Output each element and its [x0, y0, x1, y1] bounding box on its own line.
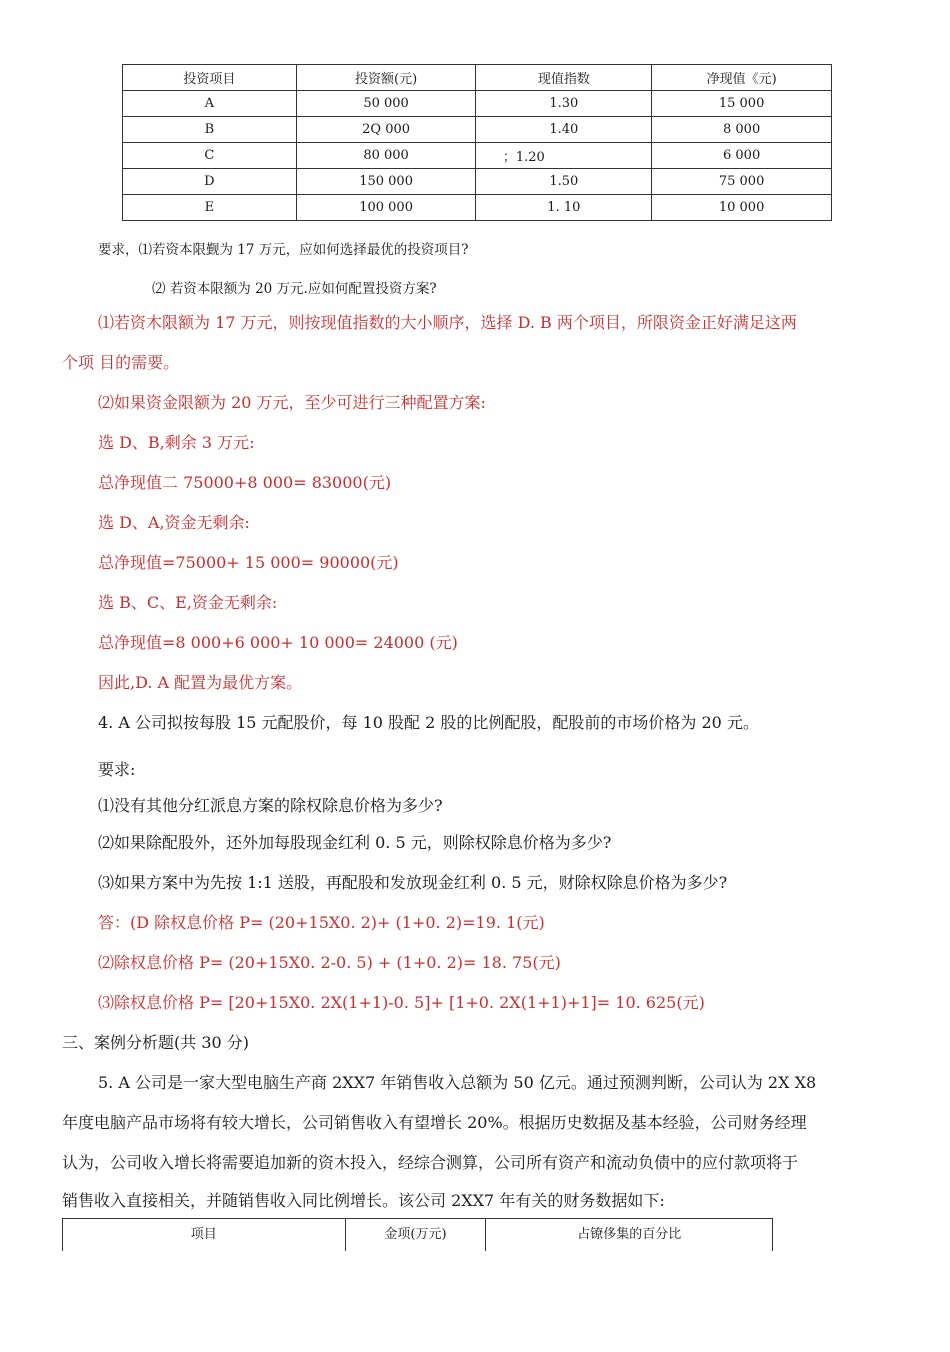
table-cell: 1. 10 [476, 195, 652, 221]
case-paragraph-line-3: 认为，公司收入增长将需要追加新的资木投入，经综合测算，公司所有资产和流动负债中的应付款项将于 [62, 1153, 799, 1172]
table-cell: 1.30 [476, 91, 652, 117]
q3-requirement-2: ⑵ 若资本限额为 20 万元.应如何配置投资方案? [152, 281, 437, 297]
q4-answer-1: 答：(D 除权息价格 P= (20+15X0. 2)+ (1+0. 2)=19. 1(元) [98, 913, 545, 932]
q3-option-1: 选 D、B,剩余 3 万元: [98, 433, 255, 452]
table-cell: 100 000 [296, 195, 476, 221]
q3-option-3: 选 B、C、E,资金无剩余: [98, 593, 278, 612]
case-paragraph-line-4: 销售收入直接相关，并随销售收入同比例增长。该公司 2XX7 年有关的财务数据如下: [62, 1191, 665, 1210]
table-cell: 1.50 [476, 169, 652, 195]
table-cell: E [123, 195, 297, 221]
case-paragraph-line-2: 年度电脑产品市场将有较大增长，公司销售收入有望增长 20%。根据历史数据及基本经验，公司财务经理 [62, 1113, 807, 1132]
q3-answer-1-line-1: ⑴若资木限额为 17 万元，则按现值指数的大小顺序，选择 D. B 两个项目，所限资金正好满足这两 [98, 313, 797, 332]
table-row [123, 195, 832, 221]
section-title: 三、案例分析题(共 30 分) [62, 1033, 250, 1052]
table-cell: 1.40 [476, 117, 652, 143]
q4-requirement-2: ⑵如果除配股外，还外加每股现金红利 0. 5 元，则除权除息价格为多少? [98, 833, 612, 852]
header-cell: 现值指数 [476, 65, 652, 91]
financial-data-table [62, 1218, 773, 1251]
q3-answer-2: ⑵如果资金限额为 20 万元，至少可进行三种配置方案: [98, 393, 486, 412]
q4-requirement-label: 要求: [98, 760, 136, 779]
table-cell: 50 000 [296, 91, 476, 117]
header-cell: 占镣侈集的百分比 [486, 1219, 773, 1252]
q4-answer-2: ⑵除权息价格 P= (20+15X0. 2-0. 5) + (1+0. 2)= 18. 75(元) [98, 953, 561, 972]
table-cell [476, 143, 652, 169]
header-cell: 投资项目 [123, 65, 297, 91]
q3-requirement-1: 要求，⑴若资本限觐为 17 万元，应如何选择最优的投资项目? [98, 242, 469, 258]
table-cell: B [123, 117, 297, 143]
table-cell: A [123, 91, 297, 117]
q4-answer-3: ⑶除权息价格 P= [20+15X0. 2X(1+1)-0. 5]+ [1+0. 2X(1+1)+1]= 10. 625(元) [98, 993, 705, 1012]
q3-answer-1-line-2: 个项 目的需要。 [62, 353, 180, 372]
table-row [123, 91, 832, 117]
table-cell: 2Q 000 [296, 117, 476, 143]
table-cell: 10 000 [652, 195, 832, 221]
table-header-row [123, 65, 832, 91]
q4-requirement-1: ⑴没有其他分红派息方案的除权除息价格为多少? [98, 796, 443, 815]
table-cell: C [123, 143, 297, 169]
table-cell: 6 000 [652, 143, 832, 169]
table-header-row [63, 1219, 773, 1252]
header-cell: 净现值《元) [652, 65, 832, 91]
table-cell: 80 000 [296, 143, 476, 169]
table-cell: 150 000 [296, 169, 476, 195]
table-cell: 8 000 [652, 117, 832, 143]
table-cell: 75 000 [652, 169, 832, 195]
q3-option-1-total: 总净现值二 75000+8 000= 83000(元) [98, 473, 392, 492]
table-row [123, 143, 832, 169]
q4-requirement-3: ⑶如果方案中为先按 1:1 送股，再配股和发放现金红利 0. 5 元，财除权除息价格为多少? [98, 873, 728, 892]
q3-conclusion: 因此,D. A 配置为最优方案。 [98, 673, 303, 692]
investment-table [122, 64, 832, 221]
header-cell: 金项(万元) [345, 1219, 486, 1252]
q3-option-2-total: 总净现值=75000+ 15 000= 90000(元) [98, 553, 399, 572]
table-cell: D [123, 169, 297, 195]
cell-text: ；1.20 [502, 150, 545, 165]
q3-option-3-total: 总净现值=8 000+6 000+ 10 000= 24000 (元) [98, 633, 458, 652]
header-cell: 项目 [63, 1219, 346, 1252]
header-cell: 投资额(元) [296, 65, 476, 91]
q4-stem: 4. A 公司拟按每股 15 元配股价，每 10 股配 2 股的比例配股，配股前的市场价格为 20 元。 [98, 713, 759, 732]
table-row [123, 169, 832, 195]
table-cell: 15 000 [652, 91, 832, 117]
q3-option-2: 选 D、A,资金无剩余: [98, 513, 250, 532]
table-row [123, 117, 832, 143]
case-paragraph-line-1: 5. A 公司是一家大型电脑生产商 2XX7 年销售收入总额为 50 亿元。通过预测判断，公司认为 2X X8 [98, 1073, 817, 1092]
